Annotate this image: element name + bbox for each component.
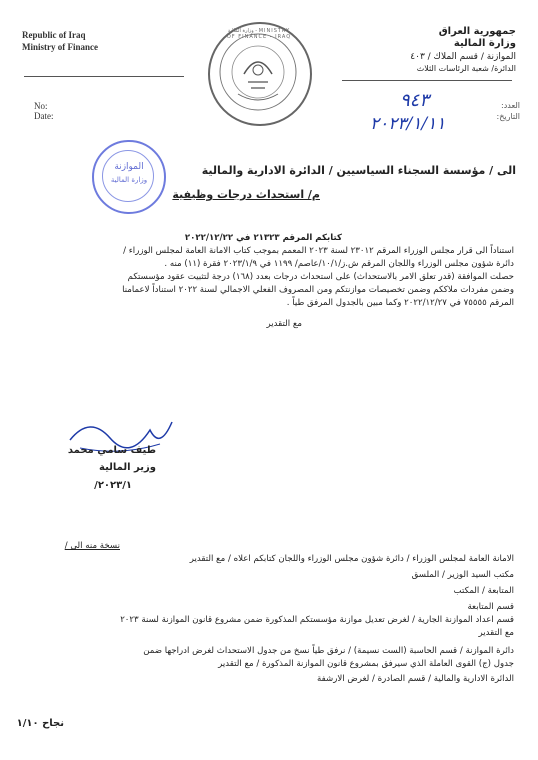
date-label: Date: — [34, 111, 54, 121]
header-ar-line3: الموازنة / قسم الملاك / ٤٠٣ — [410, 52, 516, 62]
body-line-2: دائرة شؤون مجلس الوزراء واللجان المرقم ش.ز/١٠/١/عاصم/ ١١٩٩ في ٢٠٢٣/١/٩ فقرة (١١) منه . — [164, 259, 514, 269]
number-label: العدد: — [501, 101, 520, 110]
stamp-line1: الموازنة — [114, 162, 144, 172]
department-stamp — [92, 140, 166, 214]
handwritten-number: ٩٤٣ — [400, 90, 430, 111]
signatory-title: وزير المالية — [99, 462, 156, 473]
header-en-line2: Ministry of Finance — [22, 42, 98, 52]
copy-item: الامانة العامة لمجلس الوزراء / دائرة شؤون مجلس الوزراء واللجان كتابكم اعلاه / مع التقدير — [189, 554, 514, 564]
copy-item: قسم اعداد الموازنة الجارية / لغرض تعديل موازنة مؤسستكم المذكورة ضمن مشروع قانون الموازنة لسنة ٢٠٢٣ — [120, 615, 514, 625]
header-ar-rule — [342, 80, 512, 81]
copies-header: نسخة منه الى / — [64, 541, 120, 551]
body-line-3: حصلت الموافقة (قدر تعلق الامر بالاستحداث) على استحداث درجات بعدد (١٦٨) درجة لتثبيت عقود مؤسستكم — [127, 272, 514, 282]
header-en-rule — [24, 76, 184, 77]
stamp-line2: وزارة المالية — [110, 176, 148, 184]
header-ar-line2: وزارة المالية — [453, 38, 516, 49]
signature-date: ٢٠٢٣/١/ — [94, 480, 132, 491]
signatory-name: طيف سامي محمد — [67, 445, 156, 456]
handwritten-date: ٢٠٢٣/١/١١ — [370, 114, 446, 134]
closing: مع التقدير — [266, 319, 302, 329]
header-ar-line4: الدائرة/ شعبة الرئاسات الثلاث — [416, 64, 516, 73]
footer-mark: نجاح ١/١٠ — [16, 718, 64, 729]
copy-item: دائرة الموازنة / قسم الحاسبة (الست نسيمة) / نرفق طياً نسخ من جدول الاستحداث لغرض ادراجها ضمن — [143, 646, 514, 656]
seal-ring-text: وزارة المالية - MINISTRY OF FINANCE - IRAQ — [226, 28, 292, 40]
copy-item: مكتب السيد الوزير / الملسق — [411, 570, 514, 580]
no-label: No: — [34, 101, 48, 111]
copy-item: جدول (ج) القوى العاملة الذي سيرفق بمشروع قانون الموازنة المذكورة / مع التقدير — [218, 659, 514, 669]
body-line-4: وضمن مفردات ملاككم وضمن تخصيصات موازنتكم ومن المصروف الفعلي الاجمالي لسنة ٢٠٢٢ استناداً لاعمامنا — [122, 285, 514, 295]
header-en-line1: Republic of Iraq — [22, 30, 86, 40]
copy-item: الدائرة الادارية والمالية / قسم الصادرة / لغرض الارشفة — [317, 674, 514, 684]
header-ar-line1: جمهورية العراق — [438, 26, 516, 37]
ar-date-label: التاريخ: — [496, 112, 520, 121]
addressee: الى / مؤسسة السجناء السياسيين / الدائرة الادارية والمالية — [201, 164, 516, 177]
body-line-5: المرقم ٧٥٥٥٥ في ٢٠٢٢/١٢/٢٧ وكما مبين بالجدول المرفق طياً . — [286, 298, 514, 308]
body-line-1: استناداً الى قرار مجلس الوزراء المرقم ٢٣٠١٢ لسنة ٢٠٢٣ المعمم بموجب كتاب الامانة العامة لمجلس الوزراء / — [123, 246, 514, 256]
copy-item: المتابعة / المكتب — [453, 586, 514, 596]
copy-item: مع التقدير — [478, 628, 514, 638]
reference-line: كتابكم المرقم ٢١٣٢٣ في ٢٠٢٢/١٢/٢٢ — [184, 233, 342, 243]
subject: م/ استحداث درجات وظيفية — [172, 188, 320, 201]
copy-item: قسم المتابعة — [467, 602, 514, 612]
ministry-seal — [208, 22, 312, 126]
